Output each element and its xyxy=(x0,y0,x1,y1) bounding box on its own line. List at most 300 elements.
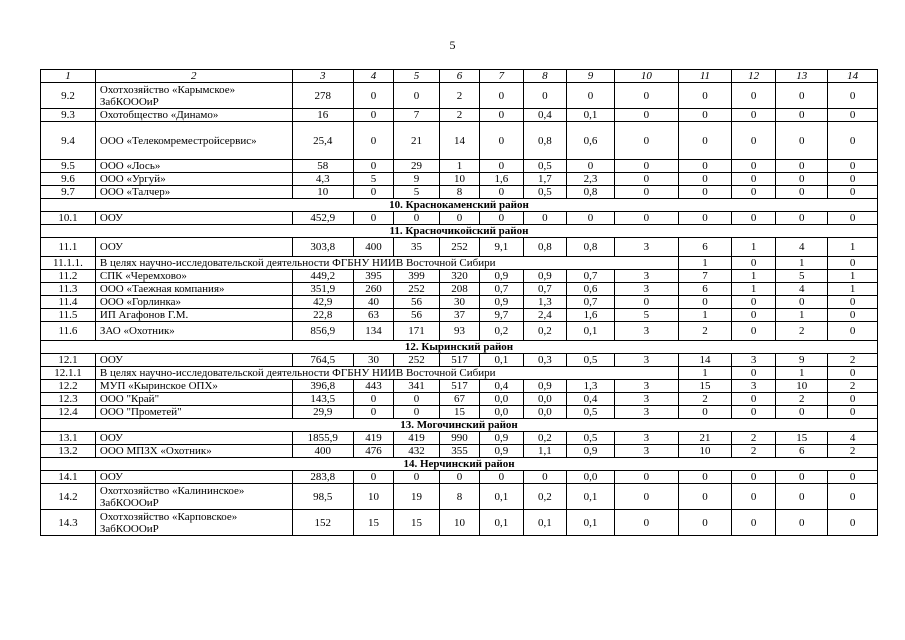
table-cell: 0,0 xyxy=(523,406,567,419)
section-title: 10. Краснокаменский район xyxy=(41,199,878,212)
table-cell: 764,5 xyxy=(292,354,353,367)
org-name: Охотхозяйство «Карповское» ЗабКОООиР xyxy=(95,510,292,536)
table-cell: 19 xyxy=(394,484,440,510)
section-header-row xyxy=(41,458,878,471)
table-cell: 1,3 xyxy=(523,296,567,309)
table-cell: 15 xyxy=(679,380,732,393)
table-cell: 0 xyxy=(731,484,776,510)
table-cell: 0 xyxy=(828,309,878,322)
table-cell: 1,7 xyxy=(523,173,567,186)
table-cell: 0 xyxy=(614,510,678,536)
table-cell: 2 xyxy=(679,322,732,341)
table-cell: 320 xyxy=(439,270,479,283)
org-name: Охотхозяйство «Калининское» ЗабКОООиР xyxy=(95,484,292,510)
table-cell: 0 xyxy=(480,471,524,484)
table-cell: 0 xyxy=(731,406,776,419)
row-code: 12.2 xyxy=(41,380,96,393)
table-cell: 0,9 xyxy=(567,445,615,458)
table-cell: 8 xyxy=(439,186,479,199)
table-cell: 1 xyxy=(776,257,828,270)
table-cell: 0 xyxy=(679,296,732,309)
table-cell: 0 xyxy=(828,186,878,199)
row-code: 12.4 xyxy=(41,406,96,419)
table-cell: 35 xyxy=(394,238,440,257)
org-name: СПК «Черемхово» xyxy=(95,270,292,283)
row-code: 11.5 xyxy=(41,309,96,322)
table-cell: 0 xyxy=(731,83,776,109)
table-row xyxy=(41,212,878,225)
table-cell: 0 xyxy=(439,471,479,484)
table-cell: 0 xyxy=(480,186,524,199)
table-cell: 16 xyxy=(292,109,353,122)
row-code: 14.1 xyxy=(41,471,96,484)
table-cell: 1,6 xyxy=(480,173,524,186)
org-name: ООО «Талчер» xyxy=(95,186,292,199)
org-name: ООУ xyxy=(95,212,292,225)
row-code: 12.3 xyxy=(41,393,96,406)
table-cell: 0 xyxy=(828,484,878,510)
table-cell: 10 xyxy=(776,380,828,393)
table-cell: 252 xyxy=(439,238,479,257)
table-cell: 0 xyxy=(353,109,393,122)
section-header-row xyxy=(41,199,878,212)
row-code: 10.1 xyxy=(41,212,96,225)
table-cell: 0 xyxy=(679,510,732,536)
column-number: 11 xyxy=(679,70,732,83)
table-cell: 0 xyxy=(614,296,678,309)
table-cell: 0,6 xyxy=(567,122,615,160)
table-cell: 6 xyxy=(679,283,732,296)
table-cell: 0 xyxy=(731,173,776,186)
table-cell: 1 xyxy=(828,283,878,296)
column-number: 8 xyxy=(523,70,567,83)
table-cell: 5 xyxy=(353,173,393,186)
table-cell: 0 xyxy=(731,322,776,341)
table-cell: 0 xyxy=(480,122,524,160)
table-cell: 0,7 xyxy=(480,283,524,296)
table-cell: 0,8 xyxy=(523,238,567,257)
table-cell: 56 xyxy=(394,309,440,322)
table-cell: 3 xyxy=(614,270,678,283)
table-cell: 10 xyxy=(439,173,479,186)
table-cell: 3 xyxy=(731,380,776,393)
table-cell: 0,1 xyxy=(567,484,615,510)
table-cell: 0 xyxy=(614,122,678,160)
column-number: 3 xyxy=(292,70,353,83)
table-cell: 0 xyxy=(353,122,393,160)
org-name: ООО "Край" xyxy=(95,393,292,406)
table-cell: 67 xyxy=(439,393,479,406)
table-row xyxy=(41,122,878,160)
table-row xyxy=(41,238,878,257)
table-cell: 443 xyxy=(353,380,393,393)
table-cell: 208 xyxy=(439,283,479,296)
org-name: ИП Агафонов Г.М. xyxy=(95,309,292,322)
table-cell: 6 xyxy=(679,238,732,257)
section-title: 11. Красночикойский район xyxy=(41,225,878,238)
table-cell: 8 xyxy=(439,484,479,510)
table-cell: 0,2 xyxy=(523,432,567,445)
section-header-row xyxy=(41,419,878,432)
table-cell: 0 xyxy=(731,257,776,270)
table-cell: 2 xyxy=(731,432,776,445)
row-code: 13.2 xyxy=(41,445,96,458)
table-cell: 0,2 xyxy=(523,322,567,341)
org-name: ООО «Таежная компания» xyxy=(95,283,292,296)
table-cell: 7 xyxy=(679,270,732,283)
column-number: 7 xyxy=(480,70,524,83)
table-cell: 0 xyxy=(679,83,732,109)
table-cell: 15 xyxy=(394,510,440,536)
table-cell: 0,5 xyxy=(567,432,615,445)
table-cell: 4 xyxy=(828,432,878,445)
table-row xyxy=(41,109,878,122)
table-cell: 0 xyxy=(828,173,878,186)
table-cell: 0 xyxy=(614,173,678,186)
table-cell: 0,8 xyxy=(523,122,567,160)
table-cell: 517 xyxy=(439,354,479,367)
table-cell: 2 xyxy=(439,109,479,122)
table-cell: 0 xyxy=(353,406,393,419)
table-cell: 0 xyxy=(776,406,828,419)
table-cell: 0,9 xyxy=(523,380,567,393)
table-cell: 395 xyxy=(353,270,393,283)
table-row xyxy=(41,354,878,367)
table-cell: 9 xyxy=(776,354,828,367)
table-cell: 0,9 xyxy=(480,432,524,445)
table-cell: 0 xyxy=(776,471,828,484)
row-code: 9.5 xyxy=(41,160,96,173)
table-cell: 30 xyxy=(353,354,393,367)
org-name: ООО «Телекомреместройсервис» xyxy=(95,122,292,160)
table-cell: 9,7 xyxy=(480,309,524,322)
table-cell: 21 xyxy=(394,122,440,160)
table-cell: 25,4 xyxy=(292,122,353,160)
table-cell: 0 xyxy=(439,212,479,225)
table-cell: 0 xyxy=(614,83,678,109)
table-cell: 0 xyxy=(567,160,615,173)
table-cell: 56 xyxy=(394,296,440,309)
column-number-row xyxy=(41,70,878,83)
table-cell: 2 xyxy=(439,83,479,109)
table-cell: 0 xyxy=(523,471,567,484)
table-cell: 3 xyxy=(614,380,678,393)
table-cell: 303,8 xyxy=(292,238,353,257)
table-cell: 396,8 xyxy=(292,380,353,393)
table-cell: 278 xyxy=(292,83,353,109)
table-cell: 0,1 xyxy=(480,354,524,367)
table-cell: 0 xyxy=(567,83,615,109)
table-cell: 0 xyxy=(679,122,732,160)
table-cell: 171 xyxy=(394,322,440,341)
table-row xyxy=(41,484,878,510)
table-cell: 0 xyxy=(394,393,440,406)
table-cell: 476 xyxy=(353,445,393,458)
table-cell: 42,9 xyxy=(292,296,353,309)
table-cell: 4 xyxy=(776,283,828,296)
table-cell: 0,5 xyxy=(567,406,615,419)
table-cell: 990 xyxy=(439,432,479,445)
org-name: ЗАО «Охотник» xyxy=(95,322,292,341)
table-cell: 419 xyxy=(353,432,393,445)
table-cell: 0 xyxy=(614,160,678,173)
table-cell: 0 xyxy=(480,83,524,109)
table-cell: 0 xyxy=(679,471,732,484)
section-title: 14. Нерчинский район xyxy=(41,458,878,471)
table-cell: 1 xyxy=(731,283,776,296)
table-cell: 0,0 xyxy=(567,471,615,484)
table-cell: 9,1 xyxy=(480,238,524,257)
row-code: 9.7 xyxy=(41,186,96,199)
row-code: 11.6 xyxy=(41,322,96,341)
row-code: 11.3 xyxy=(41,283,96,296)
table-cell: 0 xyxy=(828,406,878,419)
org-name: МУП «Кыринское ОПХ» xyxy=(95,380,292,393)
table-cell: 0 xyxy=(776,212,828,225)
column-number: 2 xyxy=(95,70,292,83)
table-cell: 260 xyxy=(353,283,393,296)
row-code: 11.1.1. xyxy=(41,257,96,270)
section-title: 12. Кыринский район xyxy=(41,341,878,354)
table-cell: 5 xyxy=(776,270,828,283)
table-cell: 3 xyxy=(614,322,678,341)
row-code: 9.6 xyxy=(41,173,96,186)
table-cell: 0 xyxy=(679,109,732,122)
table-cell: 0 xyxy=(731,186,776,199)
table-cell: 0 xyxy=(731,160,776,173)
table-cell: 0 xyxy=(731,296,776,309)
table-cell: 1 xyxy=(679,257,732,270)
table-cell: 0,3 xyxy=(523,354,567,367)
column-number: 10 xyxy=(614,70,678,83)
table-cell: 40 xyxy=(353,296,393,309)
org-name: Охотобщество «Динамо» xyxy=(95,109,292,122)
table-cell: 98,5 xyxy=(292,484,353,510)
table-cell: 1 xyxy=(828,238,878,257)
table-cell: 0 xyxy=(523,83,567,109)
table-cell: 0 xyxy=(614,212,678,225)
table-cell: 152 xyxy=(292,510,353,536)
table-cell: 0 xyxy=(731,393,776,406)
table-cell: 351,9 xyxy=(292,283,353,296)
table-cell: 0 xyxy=(776,173,828,186)
table-cell: 0 xyxy=(353,186,393,199)
table-cell: 63 xyxy=(353,309,393,322)
table-cell: 93 xyxy=(439,322,479,341)
table-cell: 14 xyxy=(439,122,479,160)
table-cell: 1 xyxy=(776,309,828,322)
section-header-row xyxy=(41,225,878,238)
table-cell: 252 xyxy=(394,354,440,367)
table-row xyxy=(41,309,878,322)
table-cell: 400 xyxy=(292,445,353,458)
table-cell: 1 xyxy=(679,309,732,322)
note-text: В целях научно-исследовательской деятельности ФГБНУ НИИВ Восточной Сибири xyxy=(95,367,678,380)
table-row xyxy=(41,393,878,406)
table-cell: 0,9 xyxy=(480,445,524,458)
column-number: 9 xyxy=(567,70,615,83)
table-cell: 0 xyxy=(353,212,393,225)
table-row xyxy=(41,296,878,309)
table-cell: 5 xyxy=(394,186,440,199)
table-cell: 10 xyxy=(679,445,732,458)
table-cell: 7 xyxy=(394,109,440,122)
table-cell: 1,3 xyxy=(567,380,615,393)
table-cell: 0 xyxy=(731,122,776,160)
table-cell: 5 xyxy=(614,309,678,322)
table-cell: 283,8 xyxy=(292,471,353,484)
table-cell: 2 xyxy=(776,393,828,406)
table-cell: 10 xyxy=(292,186,353,199)
table-cell: 29 xyxy=(394,160,440,173)
table-cell: 3 xyxy=(614,238,678,257)
note-row xyxy=(41,367,878,380)
table-cell: 3 xyxy=(614,406,678,419)
row-code: 12.1 xyxy=(41,354,96,367)
table-cell: 3 xyxy=(614,283,678,296)
table-cell: 0,1 xyxy=(523,510,567,536)
table-cell: 0 xyxy=(828,510,878,536)
row-code: 11.2 xyxy=(41,270,96,283)
table-cell: 0 xyxy=(731,471,776,484)
table-cell: 0 xyxy=(679,406,732,419)
table-cell: 0 xyxy=(776,122,828,160)
table-cell: 1,6 xyxy=(567,309,615,322)
table-cell: 0,4 xyxy=(523,109,567,122)
table-cell: 10 xyxy=(353,484,393,510)
row-code: 13.1 xyxy=(41,432,96,445)
note-row xyxy=(41,257,878,270)
table-cell: 0,4 xyxy=(480,380,524,393)
table-cell: 0 xyxy=(480,109,524,122)
table-row xyxy=(41,83,878,109)
table-cell: 0,2 xyxy=(523,484,567,510)
row-code: 9.4 xyxy=(41,122,96,160)
table-cell: 4,3 xyxy=(292,173,353,186)
table-cell: 0 xyxy=(567,212,615,225)
table-cell: 37 xyxy=(439,309,479,322)
table-cell: 0 xyxy=(828,83,878,109)
table-cell: 10 xyxy=(439,510,479,536)
page-number: 5 xyxy=(449,38,456,52)
table-row xyxy=(41,173,878,186)
table-cell: 0 xyxy=(776,510,828,536)
table-cell: 0,0 xyxy=(480,393,524,406)
column-number: 12 xyxy=(731,70,776,83)
table-cell: 0,6 xyxy=(567,283,615,296)
org-name: ООО "Прометей" xyxy=(95,406,292,419)
table-cell: 0,9 xyxy=(523,270,567,283)
table-cell: 2,3 xyxy=(567,173,615,186)
table-cell: 0,7 xyxy=(523,283,567,296)
table-cell: 9 xyxy=(394,173,440,186)
table-cell: 0,4 xyxy=(567,393,615,406)
table-cell: 3 xyxy=(731,354,776,367)
table-cell: 0,0 xyxy=(523,393,567,406)
table-cell: 0 xyxy=(828,471,878,484)
org-name: ООО «Лось» xyxy=(95,160,292,173)
table-cell: 4 xyxy=(776,238,828,257)
table-cell: 3 xyxy=(614,432,678,445)
org-name: ООО МПЗХ «Охотник» xyxy=(95,445,292,458)
table-cell: 1 xyxy=(439,160,479,173)
table-cell: 58 xyxy=(292,160,353,173)
table-cell: 0 xyxy=(679,484,732,510)
table-cell: 0 xyxy=(394,406,440,419)
table-cell: 419 xyxy=(394,432,440,445)
table-cell: 134 xyxy=(353,322,393,341)
table-cell: 0 xyxy=(353,160,393,173)
table-cell: 30 xyxy=(439,296,479,309)
table-cell: 0 xyxy=(679,212,732,225)
table-cell: 0 xyxy=(614,471,678,484)
org-name: ООУ xyxy=(95,354,292,367)
table-cell: 0 xyxy=(731,309,776,322)
table-row xyxy=(41,322,878,341)
table-cell: 2 xyxy=(828,380,878,393)
table-cell: 0,1 xyxy=(567,322,615,341)
section-header-row xyxy=(41,341,878,354)
table-cell: 15 xyxy=(776,432,828,445)
table-cell: 0,0 xyxy=(480,406,524,419)
table-cell: 0 xyxy=(480,160,524,173)
column-number: 4 xyxy=(353,70,393,83)
table-cell: 0,9 xyxy=(480,296,524,309)
table-cell: 0,9 xyxy=(480,270,524,283)
row-code: 9.2 xyxy=(41,83,96,109)
table-cell: 0 xyxy=(731,510,776,536)
section-title: 13. Могочинский район xyxy=(41,419,878,432)
table-cell: 0 xyxy=(394,471,440,484)
org-name: ООУ xyxy=(95,432,292,445)
table-cell: 0 xyxy=(828,122,878,160)
table-cell: 0,8 xyxy=(567,238,615,257)
table-cell: 452,9 xyxy=(292,212,353,225)
table-cell: 0 xyxy=(828,296,878,309)
quota-table xyxy=(40,69,878,536)
table-cell: 22,8 xyxy=(292,309,353,322)
table-cell: 0 xyxy=(828,393,878,406)
table-cell: 0,1 xyxy=(480,484,524,510)
table-cell: 21 xyxy=(679,432,732,445)
table-cell: 252 xyxy=(394,283,440,296)
table-cell: 6 xyxy=(776,445,828,458)
column-number: 1 xyxy=(41,70,96,83)
table-cell: 0 xyxy=(828,322,878,341)
table-cell: 0,8 xyxy=(567,186,615,199)
table-cell: 2,4 xyxy=(523,309,567,322)
org-name: ООУ xyxy=(95,238,292,257)
table-row xyxy=(41,270,878,283)
table-cell: 1 xyxy=(731,238,776,257)
table-cell: 0,1 xyxy=(567,109,615,122)
table-cell: 2 xyxy=(828,445,878,458)
table-row xyxy=(41,445,878,458)
table-cell: 0 xyxy=(614,186,678,199)
row-code: 14.2 xyxy=(41,484,96,510)
column-number: 14 xyxy=(828,70,878,83)
table-cell: 1 xyxy=(679,367,732,380)
table-cell: 3 xyxy=(614,354,678,367)
table-row xyxy=(41,471,878,484)
table-cell: 0 xyxy=(394,212,440,225)
table-cell: 0,7 xyxy=(567,296,615,309)
table-cell: 0 xyxy=(776,160,828,173)
table-row xyxy=(41,283,878,296)
table-cell: 1,1 xyxy=(523,445,567,458)
row-code: 9.3 xyxy=(41,109,96,122)
table-body xyxy=(41,70,878,536)
